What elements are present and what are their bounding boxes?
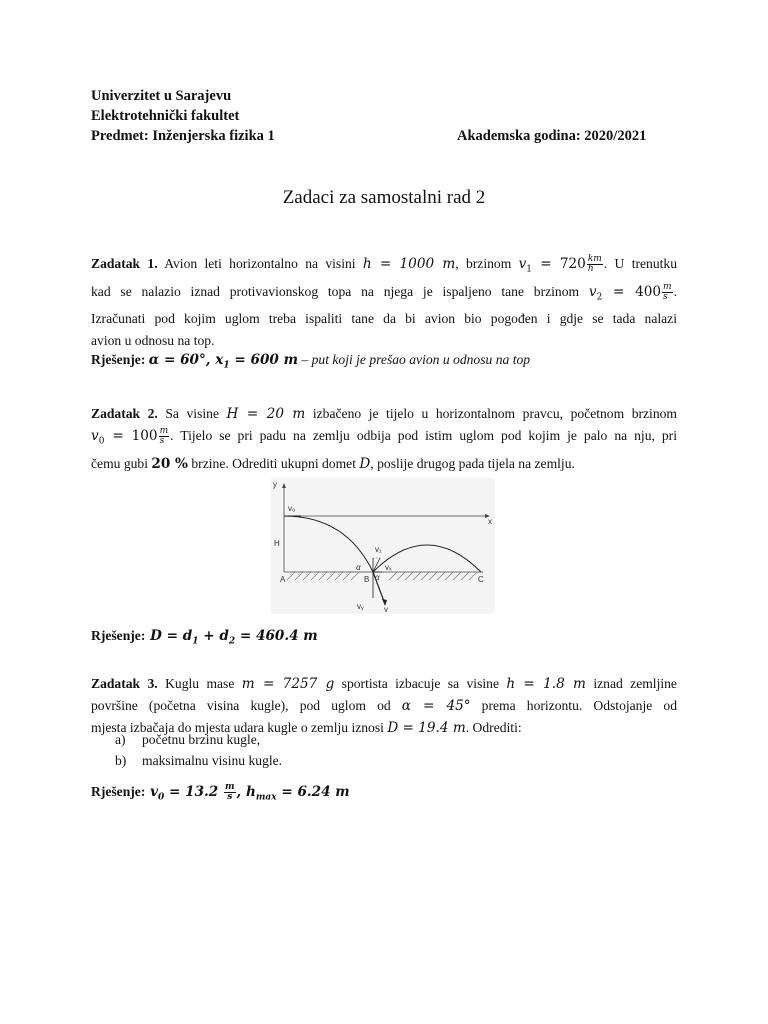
vx-label: vₓ: [385, 563, 392, 572]
academic-year: Akademska godina: 2020/2021: [457, 128, 647, 144]
task-1-line-2: kad se nalazio iznad protivavionskog topa na njega je ispaljeno tane brzinom $v_2 = 400$ $\frac{m}{s}$ .: [91, 282, 677, 303]
fraction-m-s: $\frac{m}{s}$: [663, 282, 672, 303]
task-2-label: Zadatak 2.: [91, 406, 158, 421]
alpha-label-right: α: [375, 573, 380, 582]
faculty-name: Elektrotehnički fakultet: [91, 108, 240, 124]
task-1-line-1: Zadatak 1. Avion leti horizontalno na visini h = 1000 m, brzinom $v_1 = 720$ $\frac{km}{h}$ . U trenutku: [91, 254, 677, 275]
task-1-line-3: Izračunati pod kojim uglom treba ispaliti tane da bi avion bio pogođen i gdje se tada nalazi: [91, 311, 677, 327]
task-2-line-3: čemu gubi 20 % brzine. Odrediti ukupni domet D, poslije drugog pada tijela na zemlju.: [91, 455, 575, 472]
fraction-m-s: $\frac{m}{s}$: [159, 426, 169, 447]
task-3-line-1: Zadatak 3. Kuglu mase m = 7257 g sportista izbacuje sa visine h = 1.8 m iznad zemljine: [91, 676, 677, 692]
subject-line: Predmet: Inženjerska fizika 1: [91, 128, 275, 144]
point-c: C: [478, 575, 484, 584]
fraction-m-s: $\frac{m}{s}$: [224, 782, 235, 803]
task-3-line-3: mjesta izbačaja do mjesta udara kugle o zemlju iznosi D = 19.4 m. Odrediti:: [91, 720, 522, 736]
page-title: Zadaci za samostalni rad 2: [282, 187, 486, 208]
task-1-solution: Rješenje: α = 60°, $x_1 = 600$ m – put koji je prešao avion u odnosu na top: [91, 352, 531, 371]
y-axis-label: y: [273, 480, 277, 489]
fraction-km-h: $\frac{km}{h}$: [587, 254, 602, 275]
list-item: a) početnu brzinu kugle,: [115, 732, 261, 747]
task-2: [91, 403, 677, 475]
list-item: b) maksimalnu visinu kugle.: [115, 753, 283, 768]
vy-label: vᵧ: [357, 602, 364, 611]
projectile-bounce-diagram: [271, 478, 495, 614]
task-1-label: Zadatak 1.: [91, 256, 158, 271]
task-2-line-1: Zadatak 2. Sa visine H = 20 m izbačeno je tijelo u horizontalnom pravcu, početnom brzinom: [91, 406, 678, 422]
task-3-line-2: površine (početna visina kugle), pod uglom od α = 45° prema horizontu. Odstojanje od: [91, 698, 678, 714]
height-label: H: [274, 539, 280, 548]
task-1: [91, 253, 677, 352]
point-b: B: [364, 575, 370, 584]
task-2-line-2: $v_0 = 100$ $\frac{m}{s}$ . Tijelo se pri padu na zemlju odbija pod istim uglom pod kojim je palo na nju, pri: [91, 426, 677, 447]
v1-label: v₁: [375, 545, 382, 554]
point-a: A: [280, 575, 286, 584]
task-2-solution: Rješenje: $D = d_1 + d_2 = 460.4$ m: [91, 628, 318, 647]
diagram-background: [271, 478, 495, 614]
x-axis-label: x: [488, 517, 492, 526]
alpha-label-left: α: [356, 563, 361, 572]
task-3-solution: Rješenje: $v_0 = 13.2$ $\frac{m}{s}$ , $h_{max} = 6.24$ m: [91, 782, 350, 803]
task-3-label: Zadatak 3.: [91, 676, 158, 691]
university-name: Univerzitet u Sarajevu: [91, 88, 232, 104]
v-label: v: [384, 605, 388, 614]
task-3-items: [115, 729, 515, 771]
v0-label: v₀: [288, 504, 296, 513]
task-1-line-4: avion u odnosu na top.: [91, 333, 215, 349]
